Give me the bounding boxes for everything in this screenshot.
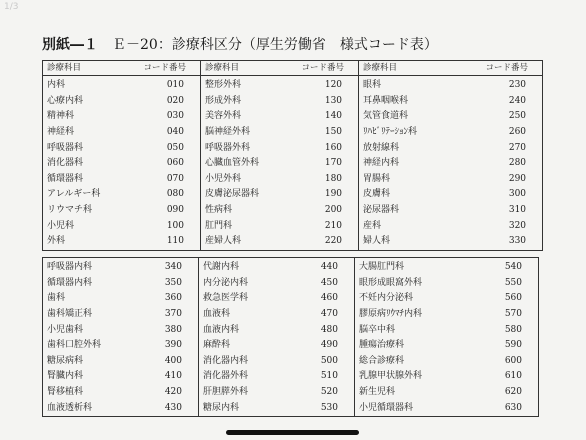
department-name: 救急医学科 (199, 291, 300, 307)
department-code: 190 (324, 189, 343, 200)
table-row (43, 258, 539, 276)
department-name: 産婦人科 (201, 234, 302, 250)
department-code: 030 (166, 111, 185, 122)
department-name: アレルギー科 (47, 189, 101, 200)
department-name: 消化器内科 (199, 354, 300, 370)
header-department-name: 診療科目 (359, 61, 460, 76)
department-name: 肝胆膵外科 (199, 385, 300, 401)
department-name: 糖尿病科 (47, 355, 84, 366)
department-name: 外科 (47, 236, 66, 247)
department-code: 250 (508, 111, 527, 122)
department-code: 210 (324, 220, 343, 231)
department-code: 520 (320, 387, 338, 398)
department-name: 新生児科 (355, 385, 456, 401)
department-code: 530 (320, 402, 338, 413)
department-name: 消化器外科 (199, 369, 300, 385)
department-code: 350 (164, 277, 182, 288)
department-name: 代謝内科 (199, 258, 300, 276)
table-row (43, 307, 539, 323)
department-code: 290 (508, 173, 527, 184)
department-code: 280 (508, 158, 527, 169)
department-code: 460 (320, 293, 338, 304)
department-code: 440 (320, 262, 338, 273)
department-code: 590 (504, 340, 522, 351)
department-name: 小児科 (47, 220, 75, 231)
table-row (43, 354, 539, 370)
department-name: 胃腸科 (359, 172, 460, 188)
department-code: 090 (166, 205, 185, 216)
department-name: 産科 (359, 218, 460, 234)
table-row (43, 291, 539, 307)
department-code: 100 (166, 220, 185, 231)
department-code: 310 (508, 205, 527, 216)
department-code: 430 (164, 402, 182, 413)
table-row (43, 187, 543, 203)
department-name: 歯科 (47, 293, 66, 304)
department-code: 220 (324, 236, 343, 247)
table-row (43, 338, 539, 354)
department-code: 450 (320, 277, 338, 288)
department-code: 370 (164, 309, 182, 320)
department-code: 020 (166, 95, 185, 106)
department-name: ﾘﾊﾋﾞﾘﾃｰｼｮﾝ科 (359, 125, 460, 141)
department-code: 260 (508, 127, 527, 138)
title-text: Ｅ－20：診療科区分（厚生労働省 様式コード表） (112, 37, 438, 53)
department-code: 380 (164, 324, 182, 335)
department-code: 570 (504, 309, 522, 320)
department-code: 560 (504, 293, 522, 304)
document-title (42, 34, 438, 54)
department-name: 腎臓内科 (47, 371, 84, 382)
department-code: 060 (166, 158, 185, 169)
department-code: 470 (320, 309, 338, 320)
table-row (43, 322, 539, 338)
department-code: 340 (164, 262, 182, 273)
table-header-row (43, 61, 543, 76)
department-code: 330 (508, 236, 527, 247)
department-name: 眼科 (359, 76, 460, 94)
department-code: 420 (164, 387, 182, 398)
department-name: 皮膚科 (359, 187, 460, 203)
department-name: 眼形成眼窩外科 (355, 276, 456, 292)
department-code: 180 (324, 173, 343, 184)
department-name: 形成外科 (201, 94, 302, 110)
department-code: 070 (166, 173, 185, 184)
department-name: 歯科口腔外科 (47, 340, 102, 351)
table-row (43, 109, 543, 125)
department-code: 580 (504, 324, 522, 335)
table-row (43, 369, 539, 385)
page-number-mark: 1/3 (4, 2, 19, 12)
department-code: 410 (164, 371, 182, 382)
header-code-number: コード番号 (302, 61, 359, 76)
table-row (43, 203, 543, 219)
department-code-table-2 (42, 257, 539, 417)
department-name: 肛門科 (201, 218, 302, 234)
table-row (43, 76, 543, 94)
department-code: 140 (324, 111, 343, 122)
department-name: 循環器科 (47, 173, 84, 184)
department-code: 550 (504, 277, 522, 288)
department-code: 160 (324, 142, 343, 153)
department-code: 540 (504, 262, 522, 273)
table-row (43, 218, 543, 234)
department-code: 600 (504, 355, 522, 366)
department-name: 心療内科 (47, 95, 84, 106)
department-code: 480 (320, 324, 338, 335)
department-code: 270 (508, 142, 527, 153)
department-name: 消化器科 (47, 158, 84, 169)
table-row (43, 400, 539, 416)
department-name: 婦人科 (359, 234, 460, 250)
department-code: 300 (508, 189, 527, 200)
department-name: 美容外科 (201, 109, 302, 125)
department-name: 耳鼻咽喉科 (359, 94, 460, 110)
department-name: 呼吸器科 (47, 142, 84, 153)
department-code: 510 (320, 371, 338, 382)
department-name: 呼吸器内科 (47, 262, 93, 273)
department-code: 360 (164, 293, 182, 304)
department-code: 490 (320, 340, 338, 351)
department-name: 血液内科 (199, 322, 300, 338)
department-name: 神経内科 (359, 156, 460, 172)
header-code-number: コード番号 (460, 61, 543, 76)
department-name: 糖尿内科 (199, 400, 300, 416)
table-row (43, 156, 543, 172)
department-name: 乳腺甲状腺外科 (355, 369, 456, 385)
department-code: 610 (504, 371, 522, 382)
department-name: 腎移植科 (47, 387, 84, 398)
department-name: 脳卒中科 (355, 322, 456, 338)
department-name: 腫瘍治療科 (355, 338, 456, 354)
header-code-number: コード番号 (144, 61, 201, 76)
home-indicator-bar[interactable] (226, 430, 359, 435)
department-name: 麻酔科 (199, 338, 300, 354)
department-name: 呼吸器外科 (201, 140, 302, 156)
department-name: 脳神経外科 (201, 125, 302, 141)
department-code: 080 (166, 189, 185, 200)
department-code-table-1 (42, 60, 543, 251)
department-code: 630 (504, 402, 522, 413)
department-name: 心臓血管外科 (201, 156, 302, 172)
table-row (43, 276, 539, 292)
table-row (43, 172, 543, 188)
department-name: 内分泌内科 (199, 276, 300, 292)
department-code: 320 (508, 220, 527, 231)
department-code: 130 (324, 95, 343, 106)
department-code: 010 (166, 80, 185, 91)
department-code: 390 (164, 340, 182, 351)
header-department-name: 診療科目 (201, 61, 302, 76)
table-row (43, 140, 543, 156)
department-name: 血液科 (199, 307, 300, 323)
department-name: 小児循環器科 (355, 400, 456, 416)
department-name: 精神科 (47, 111, 75, 122)
department-name: 性病科 (201, 203, 302, 219)
department-name: 神経科 (47, 127, 75, 138)
department-name: 膠原病ﾘｳﾏﾁ内科 (355, 307, 456, 323)
department-code: 040 (166, 127, 185, 138)
department-code: 400 (164, 355, 182, 366)
department-code: 110 (166, 236, 185, 247)
department-code: 170 (324, 158, 343, 169)
department-name: 小児歯科 (47, 324, 84, 335)
department-name: 皮膚泌尿器科 (201, 187, 302, 203)
department-code: 050 (166, 142, 185, 153)
department-name: 整形外科 (201, 76, 302, 94)
department-name: 放射線科 (359, 140, 460, 156)
department-name: 小児外科 (201, 172, 302, 188)
department-code: 620 (504, 387, 522, 398)
table-row (43, 385, 539, 401)
department-code: 230 (508, 80, 527, 91)
department-name: 気管食道科 (359, 109, 460, 125)
department-name: 歯科矯正科 (47, 309, 93, 320)
department-name: 循環器内科 (47, 277, 93, 288)
department-name: 内科 (47, 80, 66, 91)
department-name: 不妊内分泌科 (355, 291, 456, 307)
department-code: 200 (324, 205, 343, 216)
department-code: 500 (320, 355, 338, 366)
header-department-name: 診療科目 (43, 61, 144, 76)
table-row (43, 234, 543, 250)
department-name: 泌尿器科 (359, 203, 460, 219)
department-code: 240 (508, 95, 527, 106)
department-code: 120 (324, 80, 343, 91)
department-name: 総合診療科 (355, 354, 456, 370)
table-row (43, 94, 543, 110)
department-name: 血液透析科 (47, 402, 93, 413)
department-name: 大腸肛門科 (355, 258, 456, 276)
annex-label: 別紙―１ (42, 37, 98, 53)
department-name: リウマチ科 (47, 205, 93, 216)
department-code: 150 (324, 127, 343, 138)
table-row (43, 125, 543, 141)
